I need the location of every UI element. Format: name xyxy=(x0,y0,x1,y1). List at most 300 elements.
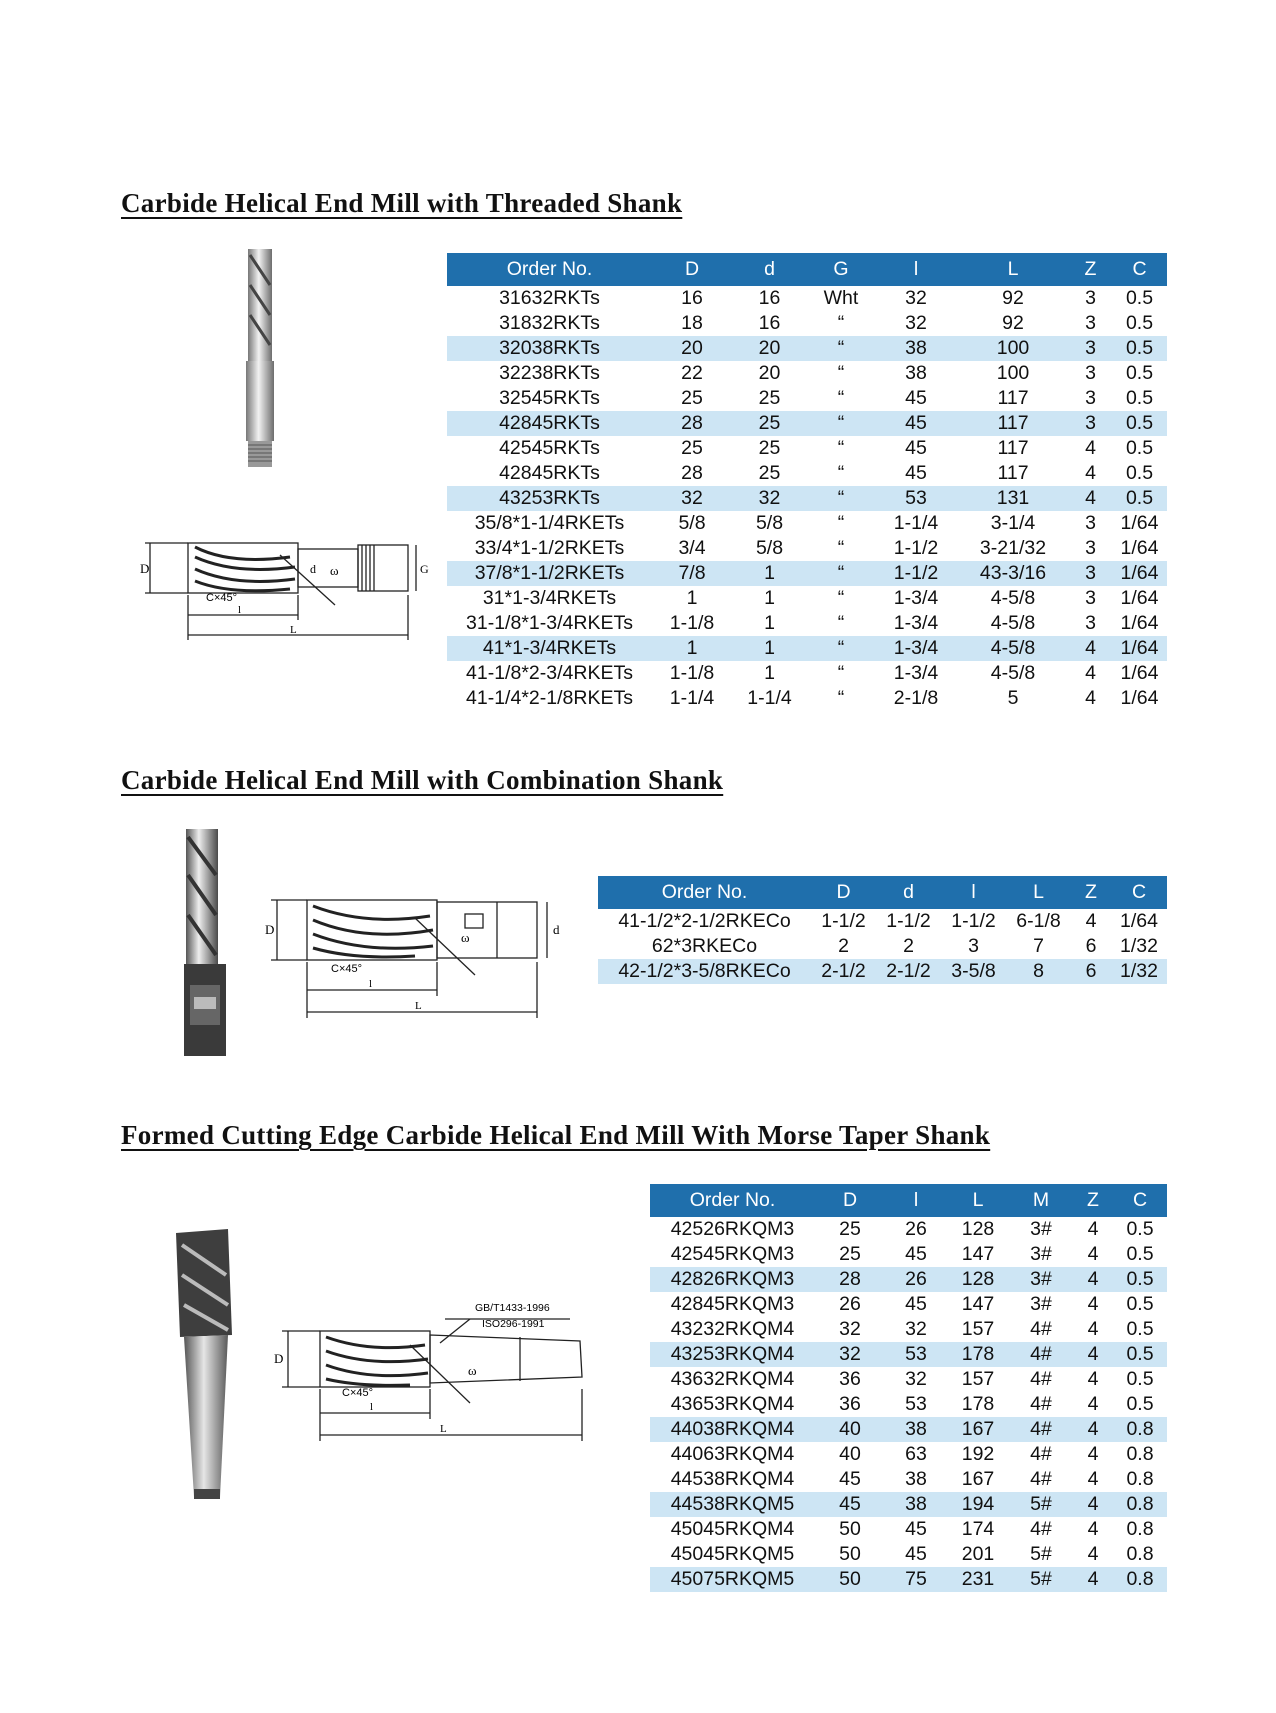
column-header: Z xyxy=(1073,1184,1113,1217)
table-row xyxy=(447,586,1167,611)
table-cell: 0.8 xyxy=(1126,1543,1154,1565)
column-header: Order No. xyxy=(650,1184,815,1217)
table-cell: “ xyxy=(807,411,875,436)
order-number-cell: 42826RKQM3 xyxy=(650,1267,815,1292)
table-cell: “ xyxy=(837,362,845,384)
dim-label-l-2: l xyxy=(369,978,373,990)
table-row xyxy=(447,336,1167,361)
order-number-cell: 31632RKTs xyxy=(499,287,600,309)
column-header: D xyxy=(815,1184,885,1217)
table-cell: 4 xyxy=(1073,1417,1113,1442)
order-number-cell: 32238RKTs xyxy=(499,362,600,384)
order-number-cell: 41-1/2*2-1/2RKECo xyxy=(618,910,791,932)
table-cell: “ xyxy=(837,437,845,459)
table-cell: 0.8 xyxy=(1126,1468,1154,1490)
table-cell: 4 xyxy=(1087,1518,1099,1540)
table-row xyxy=(598,934,1167,959)
table-cell: 4-5/8 xyxy=(957,636,1069,661)
table-cell: 3 xyxy=(1085,537,1096,559)
table-cell: 3 xyxy=(1085,362,1096,384)
table-row xyxy=(650,1567,1167,1592)
table-cell: 4-5/8 xyxy=(990,587,1036,609)
table-cell: 1-3/4 xyxy=(875,636,957,661)
table-cell: 28 xyxy=(681,462,703,484)
table-cell: 25 xyxy=(681,437,703,459)
table-cell: 45 xyxy=(905,1243,927,1265)
table-cell: 40 xyxy=(815,1417,885,1442)
table-cell: 1/64 xyxy=(1120,662,1159,684)
table-cell: 0.5 xyxy=(1113,1267,1167,1292)
dim-label-L-2: L xyxy=(415,1000,422,1012)
table-cell: 4 xyxy=(1087,1468,1099,1490)
table-cell: 45 xyxy=(905,437,927,459)
table-row xyxy=(447,536,1167,561)
table-cell: 3 xyxy=(1085,312,1096,334)
table-row xyxy=(650,1517,1167,1542)
table-cell: 178 xyxy=(947,1342,1009,1367)
table-cell: “ xyxy=(807,486,875,511)
table-cell: 117 xyxy=(997,462,1029,484)
table-row xyxy=(447,486,1167,511)
table-cell: 117 xyxy=(957,411,1069,436)
table-row xyxy=(447,636,1167,661)
table-cell: 1 xyxy=(652,636,732,661)
column-header: D xyxy=(652,253,732,286)
table-cell: 0.5 xyxy=(1126,1293,1154,1315)
table-cell: 3# xyxy=(1030,1293,1052,1315)
table-cell: 32 xyxy=(905,1368,927,1390)
table-cell: 4 xyxy=(1085,910,1097,932)
table-cell: 92 xyxy=(1002,312,1024,334)
order-number-cell: 43232RKQM4 xyxy=(670,1318,795,1340)
column-header: C xyxy=(1113,1184,1167,1217)
table-row xyxy=(650,1367,1167,1392)
table-cell: 16 xyxy=(758,287,781,309)
table-cell: 4# xyxy=(1009,1417,1073,1442)
table-cell: 26 xyxy=(905,1218,927,1240)
table-cell: 5# xyxy=(1009,1492,1073,1517)
table-cell: 0.8 xyxy=(1113,1492,1167,1517)
table-cell: 0.5 xyxy=(1125,437,1154,459)
table-cell: 0.5 xyxy=(1126,1243,1154,1265)
order-number-cell: 45045RKQM5 xyxy=(670,1543,795,1565)
order-number-cell: 41-1/8*2-3/4RKETs xyxy=(466,662,633,684)
table-cell: 25 xyxy=(732,411,807,436)
table-row xyxy=(447,411,1167,436)
order-number-cell: 43253RKTs xyxy=(447,486,652,511)
table-cell: 192 xyxy=(961,1443,995,1465)
table-cell: 1-1/4 xyxy=(669,687,715,709)
table-cell: 1-1/2 xyxy=(821,910,866,932)
dim-label-omega: ω xyxy=(330,563,339,578)
table-cell: 4 xyxy=(1087,1243,1099,1265)
table-cell: 45 xyxy=(905,462,927,484)
table-cell: 1/64 xyxy=(1112,561,1167,586)
dim-label-omega-2: ω xyxy=(461,930,470,945)
table-cell: 100 xyxy=(996,362,1030,384)
table-cell: 50 xyxy=(839,1543,861,1565)
dim-label-L: L xyxy=(290,624,297,636)
table-row xyxy=(447,561,1167,586)
table-row xyxy=(650,1442,1167,1467)
dim-label-chamfer-2: C×45° xyxy=(331,963,363,975)
section-title-threaded-shank: Carbide Helical End Mill with Threaded Shank xyxy=(121,188,683,218)
table-cell: 25 xyxy=(758,387,781,409)
table-cell: 5/8 xyxy=(755,537,784,559)
order-number-cell: 44538RKQM5 xyxy=(650,1492,815,1517)
table-cell: 4 xyxy=(1087,1318,1099,1340)
table-cell: 1-1/4 xyxy=(747,687,792,709)
column-header: G xyxy=(807,253,875,286)
table-cell: 4 xyxy=(1087,1218,1099,1240)
order-number-cell: 42545RKTs xyxy=(499,437,600,459)
table-row xyxy=(650,1267,1167,1292)
table-cell: 1-3/4 xyxy=(893,662,939,684)
table-cell: 45 xyxy=(905,1518,927,1540)
column-header: D xyxy=(811,876,876,909)
table-cell: 25 xyxy=(758,462,781,484)
table-cell: 50 xyxy=(839,1518,861,1540)
table-cell: 6 xyxy=(1071,959,1111,984)
table-cell: 0.5 xyxy=(1125,312,1154,334)
table-cell: 45 xyxy=(815,1492,885,1517)
table-cell: “ xyxy=(837,512,845,534)
table-cell: 3/4 xyxy=(678,537,706,559)
table-cell: 36 xyxy=(839,1393,861,1415)
table-cell: 53 xyxy=(885,1342,947,1367)
table-cell: 1-3/4 xyxy=(893,587,939,609)
table-cell: 1/64 xyxy=(1112,636,1167,661)
table-cell: 1 xyxy=(732,636,807,661)
table-cell: 32 xyxy=(732,486,807,511)
table-cell: 16 xyxy=(681,287,703,309)
table-header-row xyxy=(447,253,1167,286)
combination-end-mill-photo xyxy=(180,825,235,1060)
table-cell: 4 xyxy=(1087,1443,1099,1465)
table-row xyxy=(447,611,1167,636)
table-cell: 45 xyxy=(905,1543,927,1565)
table-cell: 4 xyxy=(1087,1393,1099,1415)
dim-label-D-3: D xyxy=(274,1351,284,1366)
table-cell: 1/64 xyxy=(1120,512,1159,534)
order-number-cell: 32545RKTs xyxy=(499,387,600,409)
table-cell: 167 xyxy=(947,1417,1009,1442)
table-cell: 8 xyxy=(1006,959,1071,984)
table-row xyxy=(447,286,1167,311)
table-cell: 2 xyxy=(903,935,914,957)
table-row xyxy=(650,1492,1167,1517)
table-cell: 3 xyxy=(1069,336,1112,361)
table-cell: 32 xyxy=(652,486,732,511)
order-number-cell: 37/8*1-1/2RKETs xyxy=(447,561,652,586)
table-row xyxy=(598,909,1167,934)
table-cell: 32 xyxy=(905,1318,927,1340)
table-cell: 5# xyxy=(1030,1543,1052,1565)
order-number-cell: 41-1/4*2-1/8RKETs xyxy=(466,687,633,709)
table-cell: 0.5 xyxy=(1125,462,1154,484)
table-cell: 26 xyxy=(885,1267,947,1292)
column-header: L xyxy=(947,1184,1009,1217)
table-cell: 157 xyxy=(961,1368,995,1390)
table-cell: 1-1/2 xyxy=(893,537,939,559)
table-cell: 38 xyxy=(885,1417,947,1442)
table-cell: 5/8 xyxy=(678,512,706,534)
morse-taper-end-mill-drawing xyxy=(270,1295,600,1445)
table-cell: “ xyxy=(837,587,845,609)
order-number-cell: 31-1/8*1-3/4RKETs xyxy=(466,612,633,634)
table-cell: 40 xyxy=(839,1443,861,1465)
column-header: Z xyxy=(1071,876,1111,909)
table-row xyxy=(650,1542,1167,1567)
table-cell: 25 xyxy=(758,437,781,459)
table-cell: 3-1/4 xyxy=(990,512,1036,534)
table-cell: 6 xyxy=(1085,935,1097,957)
table-cell: 3 xyxy=(1085,512,1096,534)
dim-label-d: d xyxy=(310,562,316,576)
table-cell: 128 xyxy=(947,1267,1009,1292)
table-cell: 4-5/8 xyxy=(990,612,1036,634)
table-cell: 3 xyxy=(968,935,979,957)
table-cell: 7 xyxy=(1033,935,1044,957)
table-cell: 45 xyxy=(905,387,927,409)
table-cell: 25 xyxy=(839,1218,861,1240)
table-cell: 117 xyxy=(997,437,1029,459)
table-cell: 1 xyxy=(686,587,698,609)
table-cell: 1/64 xyxy=(1120,587,1159,609)
table-cell: 92 xyxy=(1002,287,1024,309)
table-cell: 5 xyxy=(1007,687,1019,709)
table-cell: 36 xyxy=(839,1368,861,1390)
order-number-cell: 41*1-3/4RKETs xyxy=(447,636,652,661)
table-cell: 22 xyxy=(681,362,703,384)
table-cell: 75 xyxy=(885,1567,947,1592)
table-cell: 3 xyxy=(1085,287,1096,309)
table-cell: 4 xyxy=(1087,1368,1099,1390)
table-cell: 3# xyxy=(1030,1218,1052,1240)
table-cell: 0.5 xyxy=(1126,1318,1154,1340)
order-number-cell: 45075RKQM5 xyxy=(650,1567,815,1592)
table-cell: 3-21/32 xyxy=(979,537,1047,559)
table-row xyxy=(650,1317,1167,1342)
table-cell: 32 xyxy=(905,287,927,309)
table-cell: 25 xyxy=(839,1243,861,1265)
order-number-cell: 42526RKQM3 xyxy=(670,1218,795,1240)
table-cell: 0.5 xyxy=(1113,1342,1167,1367)
column-header: Order No. xyxy=(447,253,652,286)
order-number-cell: 44038RKQM4 xyxy=(650,1417,815,1442)
table-row xyxy=(650,1467,1167,1492)
order-number-cell: 42845RKTs xyxy=(499,462,600,484)
table-cell: 0.5 xyxy=(1125,387,1154,409)
table-cell: 45 xyxy=(905,1293,927,1315)
table-cell: 32 xyxy=(905,312,927,334)
order-number-cell: 35/8*1-1/4RKETs xyxy=(474,512,625,534)
column-header: L xyxy=(1006,876,1071,909)
table-cell: 1/32 xyxy=(1120,935,1158,957)
table-row xyxy=(650,1392,1167,1417)
table-cell: 20 xyxy=(732,336,807,361)
column-header: d xyxy=(732,253,807,286)
table-cell: 3-5/8 xyxy=(941,959,1006,984)
table-cell: “ xyxy=(837,387,845,409)
table-cell: 1/64 xyxy=(1120,612,1159,634)
table-cell: 20 xyxy=(758,362,781,384)
table-cell: 0.8 xyxy=(1113,1567,1167,1592)
table-cell: 4 xyxy=(1085,662,1096,684)
order-number-cell: 33/4*1-1/2RKETs xyxy=(474,537,625,559)
table-row xyxy=(447,461,1167,486)
table-cell: 0.5 xyxy=(1112,336,1167,361)
table-cell: 50 xyxy=(815,1567,885,1592)
table-cell: 4 xyxy=(1085,462,1096,484)
table-cell: 20 xyxy=(652,336,732,361)
table-cell: 231 xyxy=(947,1567,1009,1592)
table-cell: 4-5/8 xyxy=(990,662,1036,684)
table-row xyxy=(650,1417,1167,1442)
table-cell: 194 xyxy=(947,1492,1009,1517)
table-cell: 3 xyxy=(1069,411,1112,436)
threaded-end-mill-drawing xyxy=(140,535,430,650)
table-cell: 4# xyxy=(1030,1368,1052,1390)
table-cell: 4 xyxy=(1085,687,1096,709)
order-number-cell: 45045RKQM4 xyxy=(670,1518,795,1540)
table-row xyxy=(447,386,1167,411)
column-header: C xyxy=(1112,253,1167,286)
table-cell: 128 xyxy=(961,1218,995,1240)
table-cell: 2-1/8 xyxy=(893,687,939,709)
table-row xyxy=(650,1217,1167,1242)
table-cell: 0.8 xyxy=(1126,1518,1154,1540)
dim-label-chamfer: C×45° xyxy=(206,592,238,604)
order-number-cell: 44063RKQM4 xyxy=(670,1443,795,1465)
dim-label-l: l xyxy=(238,604,242,616)
table-cell: 1-1/8 xyxy=(669,662,715,684)
table-cell: 1 xyxy=(764,587,775,609)
table-cell: 0.5 xyxy=(1125,362,1154,384)
table-cell: “ xyxy=(837,687,845,709)
table-cell: “ xyxy=(837,612,845,634)
table-cell: 3# xyxy=(1009,1267,1073,1292)
dim-label-D-2: D xyxy=(265,922,275,937)
table-cell: 1/32 xyxy=(1111,959,1167,984)
order-number-cell: 43653RKQM4 xyxy=(670,1393,795,1415)
table-row xyxy=(650,1242,1167,1267)
table-cell: 2-1/2 xyxy=(811,959,876,984)
order-number-cell: 42845RKQM3 xyxy=(670,1293,795,1315)
order-number-cell: 62*3RKECo xyxy=(651,935,758,957)
dim-label-d-2: d xyxy=(553,922,560,937)
table-cell: “ xyxy=(807,561,875,586)
column-header: l xyxy=(875,253,957,286)
table-cell: 32 xyxy=(839,1318,861,1340)
table-cell: 3 xyxy=(1085,387,1096,409)
table-cell: 53 xyxy=(905,1393,927,1415)
dim-label-D: D xyxy=(140,561,150,576)
table-cell: 4# xyxy=(1009,1342,1073,1367)
table-cell: 3 xyxy=(1085,612,1096,634)
section-title-morse-taper-shank: Formed Cutting Edge Carbide Helical End Mill With Morse Taper Shank xyxy=(121,1120,991,1150)
table-cell: 4 xyxy=(1087,1293,1099,1315)
table-cell: 28 xyxy=(815,1267,885,1292)
table-cell: 157 xyxy=(961,1318,995,1340)
table-cell: 1/64 xyxy=(1120,910,1158,932)
morse-taper-end-mill-photo xyxy=(170,1225,245,1503)
table-cell: 201 xyxy=(961,1543,995,1565)
table-cell: 38 xyxy=(875,336,957,361)
order-number-cell: 31*1-3/4RKETs xyxy=(482,587,617,609)
order-number-cell: 42545RKQM3 xyxy=(670,1243,795,1265)
table-row xyxy=(447,361,1167,386)
table-cell: 63 xyxy=(905,1443,927,1465)
table-row xyxy=(650,1292,1167,1317)
dim-label-omega-3: ω xyxy=(468,1363,477,1378)
table-cell: 18 xyxy=(681,312,703,334)
order-number-cell: 44538RKQM4 xyxy=(670,1468,795,1490)
column-header: Z xyxy=(1069,253,1112,286)
combination-end-mill-drawing xyxy=(265,890,585,1025)
table-row xyxy=(447,311,1167,336)
table-row xyxy=(447,661,1167,686)
column-header: M xyxy=(1009,1184,1073,1217)
table-cell: 174 xyxy=(961,1518,995,1540)
table-cell: 3# xyxy=(1030,1243,1052,1265)
table-cell: 4# xyxy=(1030,1443,1052,1465)
dim-label-l-3: l xyxy=(370,1401,374,1413)
table-cell: 4# xyxy=(1030,1518,1052,1540)
table-cell: 1-1/2 xyxy=(951,910,996,932)
table-cell: 45 xyxy=(875,411,957,436)
table-cell: 4# xyxy=(1030,1393,1052,1415)
table-cell: 4 xyxy=(1073,1567,1113,1592)
column-header: d xyxy=(876,876,941,909)
table-cell: 131 xyxy=(957,486,1069,511)
dim-label-chamfer-3: C×45° xyxy=(342,1387,374,1399)
column-header: l xyxy=(941,876,1006,909)
dim-label-G: G xyxy=(420,562,429,576)
table-cell: 0.5 xyxy=(1112,486,1167,511)
table-cell: 38 xyxy=(905,362,927,384)
threaded-end-mill-photo xyxy=(240,245,280,470)
table-cell: 5# xyxy=(1009,1567,1073,1592)
table-cell: 4 xyxy=(1069,486,1112,511)
table-cell: 4# xyxy=(1030,1318,1052,1340)
table-cell: 178 xyxy=(961,1393,995,1415)
table-cell: 167 xyxy=(961,1468,995,1490)
table-cell: “ xyxy=(807,336,875,361)
table-cell: 1 xyxy=(764,612,775,634)
standard-label-iso: ISO296-1991 xyxy=(482,1318,545,1330)
table-cell: 0.5 xyxy=(1126,1368,1154,1390)
order-number-cell: 42845RKTs xyxy=(447,411,652,436)
table-cell: 4 xyxy=(1085,437,1096,459)
table-cell: 4 xyxy=(1073,1342,1113,1367)
table-cell: 5/8 xyxy=(755,512,784,534)
table-cell: 0.5 xyxy=(1125,287,1154,309)
table-cell: 1-1/8 xyxy=(669,612,715,634)
table-row xyxy=(447,511,1167,536)
table-cell: “ xyxy=(837,662,845,684)
table-cell: “ xyxy=(837,312,845,334)
table-cell: 6-1/8 xyxy=(1016,910,1061,932)
table-cell: 26 xyxy=(839,1293,861,1315)
table-cell: 1/64 xyxy=(1120,537,1159,559)
standard-label-gb: GB/T1433-1996 xyxy=(475,1302,550,1314)
order-number-cell: 31832RKTs xyxy=(499,312,600,334)
table-cell: 4# xyxy=(1030,1468,1052,1490)
table-cell: 1-1/4 xyxy=(893,512,939,534)
section-title-combination-shank: Carbide Helical End Mill with Combination Shank xyxy=(121,765,724,795)
table-cell: 4 xyxy=(1087,1543,1099,1565)
